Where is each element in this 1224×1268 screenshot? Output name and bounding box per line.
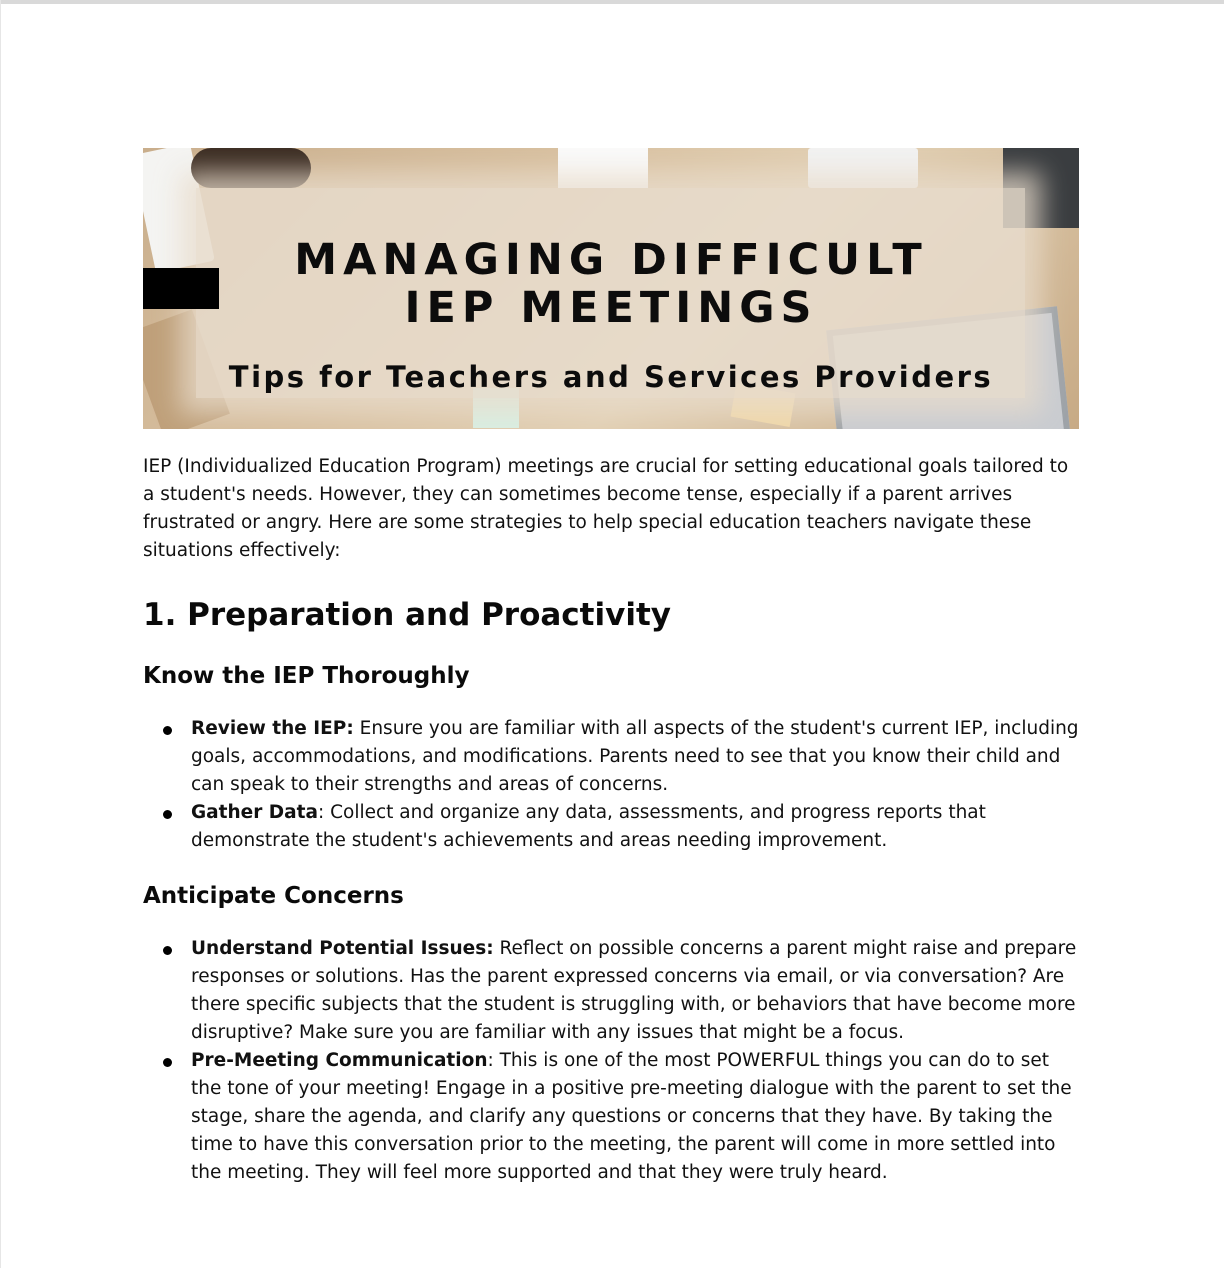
- banner-title: [143, 236, 1079, 332]
- document-page: [143, 148, 1079, 1187]
- item-label: Understand Potential Issues:: [191, 938, 494, 959]
- item-text: : Collect and organize any data, assessments, and progress reports that demonstrate the student's achievements and areas needing improvement.: [191, 802, 986, 851]
- section-heading-preparation: 1. Preparation and Proactivity: [143, 597, 671, 633]
- bullet-icon: [163, 726, 172, 735]
- know-iep-list: [143, 715, 1079, 855]
- list-item: [143, 715, 1079, 799]
- list-item: [143, 799, 1079, 855]
- banner-photo-notepad: [558, 148, 648, 188]
- page-left-border: [0, 0, 1, 1268]
- subheading-anticipate-concerns: Anticipate Concerns: [143, 883, 404, 909]
- banner-photo-hand: [191, 148, 311, 188]
- page-top-border: [0, 0, 1224, 4]
- bullet-icon: [163, 810, 172, 819]
- item-label: Gather Data: [191, 802, 318, 823]
- banner-title-line1: MANAGING DIFFICULT: [294, 235, 928, 285]
- banner-title-line2: IEP MEETINGS: [404, 283, 818, 333]
- item-text: Reflect on possible concerns a parent might raise and prepare responses or solutions. Has the parent expressed concerns via email, or via conversation? Are there specific subjects that the student is struggling with, or behaviors that have become more disruptive? Make sure you are familiar with any issues that might be a focus.: [191, 938, 1077, 1043]
- bullet-icon: [163, 946, 172, 955]
- anticipate-concerns-list: [143, 935, 1079, 1187]
- item-label: Review the IEP:: [191, 718, 354, 739]
- list-item: [143, 935, 1079, 1047]
- subheading-know-iep: Know the IEP Thoroughly: [143, 663, 470, 689]
- bullet-icon: [163, 1058, 172, 1067]
- item-label: Pre-Meeting Communication: [191, 1050, 488, 1071]
- header-banner: [143, 148, 1079, 429]
- intro-paragraph: IEP (Individualized Education Program) meetings are crucial for setting educational goals tailored to a student's needs. However, they can sometimes become tense, especially if a parent arrives frustrated or angry. Here are some strategies to help special education teachers navigate these situations effectively:: [143, 456, 1069, 561]
- item-text: : This is one of the most POWERFUL things you can do to set the tone of your meeting! Engage in a positive pre-meeting dialogue with the parent to set the stage, share the agenda, and clarify any questions or concerns that they have. By taking the time to have this conversation prior to the meeting, the parent will come in more settled into the meeting. They will feel more supported and that they were truly heard.: [191, 1050, 1072, 1183]
- banner-subtitle: Tips for Teachers and Services Providers: [228, 360, 994, 394]
- list-item: [143, 1047, 1079, 1187]
- item-text: Ensure you are familiar with all aspects of the student's current IEP, including goals, accommodations, and modifications. Parents need to see that you know their child and can speak to their strengths and areas of concerns.: [191, 718, 1079, 795]
- banner-photo-chart-sheet: [808, 148, 918, 188]
